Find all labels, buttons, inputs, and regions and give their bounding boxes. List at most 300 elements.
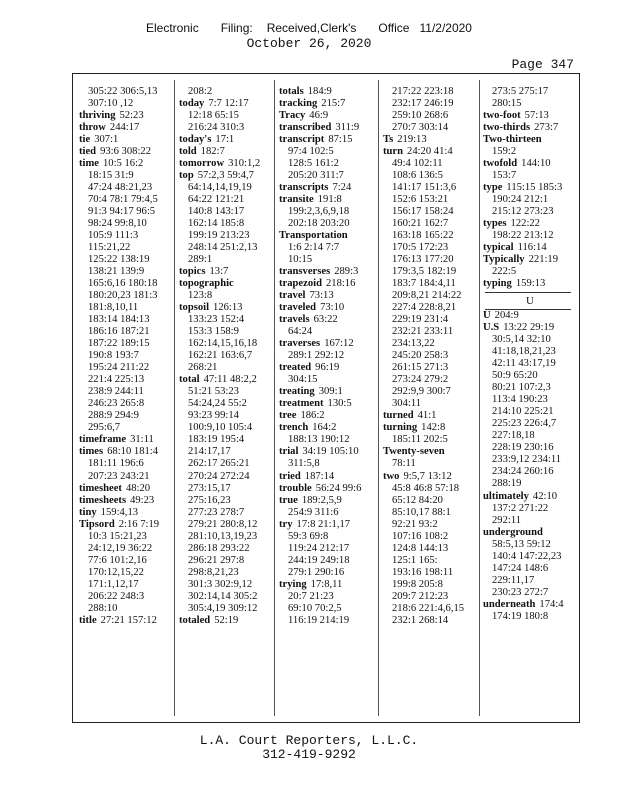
- index-continuation: 179:3,5 182:19: [392, 266, 457, 278]
- index-term: today's: [179, 134, 212, 146]
- index-continuation: 105:9 111:3: [88, 230, 139, 242]
- index-term: transcript: [279, 134, 325, 146]
- index-column-2: [179, 86, 271, 627]
- footer-phone: 312-419-9292: [262, 747, 356, 762]
- index-term: topsoil: [179, 302, 210, 314]
- index-continuation: 214:10 225:21: [492, 406, 554, 418]
- index-continuation: 238:9 244:11: [88, 386, 144, 398]
- filing-word-office: Office: [378, 21, 410, 35]
- index-entry: [483, 254, 577, 266]
- index-section-letter: U: [526, 295, 534, 308]
- index-page-refs: 48:20: [125, 482, 151, 494]
- index-continuation: 234:24 260:16: [492, 466, 554, 478]
- index-continuation: 92:21 93:2: [392, 518, 438, 530]
- index-continuation: 165:6,16 180:18: [88, 278, 158, 290]
- index-term: underground: [483, 526, 543, 538]
- index-continuation: 138:21 139:9: [88, 266, 145, 278]
- index-continuation: 183:7 184:4,11: [392, 278, 456, 290]
- index-term: time: [79, 158, 99, 170]
- index-continuation: 280:15: [492, 98, 522, 110]
- index-continuation: 137:2 271:22: [492, 502, 549, 514]
- filing-word-electronic: Electronic: [146, 21, 199, 35]
- index-continuation: 230:23 272:7: [492, 586, 549, 598]
- index-continuation: 277:23 278:7: [188, 506, 245, 518]
- index-continuation: 115:21,22: [88, 242, 131, 254]
- index-term: two-foot: [483, 110, 521, 122]
- index-continuation: 301:3 302:9,12: [188, 578, 253, 590]
- index-column-1: [79, 86, 171, 627]
- index-entry: [279, 398, 375, 410]
- index-continuation: 18:15 31:9: [88, 170, 134, 182]
- index-term: Tracy: [279, 110, 306, 122]
- index-continuation: 288:9 294:9: [88, 410, 139, 422]
- index-page-refs: 41:1: [417, 410, 437, 422]
- index-continuation: 273:5 275:17: [492, 86, 549, 97]
- index-continuation: 199:8 205:8: [392, 578, 443, 590]
- index-continuation: 245:20 258:3: [392, 350, 449, 362]
- index-continuation: 42:11 43:17,19: [492, 358, 556, 370]
- index-entry: [483, 242, 577, 254]
- index-page-refs: 273:7: [534, 122, 559, 134]
- index-continuation: 141:17 151:3,6: [392, 182, 457, 194]
- filing-date: 11/2/2020: [419, 21, 472, 35]
- index-continuation: 183:14 184:13: [88, 314, 150, 326]
- index-continuation: 216:24 310:3: [188, 122, 245, 134]
- column-divider: [274, 80, 275, 716]
- index-entry: [279, 410, 375, 422]
- column-divider: [479, 80, 480, 716]
- index-entry: [279, 110, 375, 122]
- index-continuation: 170:5 172:23: [392, 242, 449, 254]
- index-continuation: 296:21 297:8: [188, 554, 245, 566]
- index-continuation: 246:23 265:8: [88, 398, 145, 410]
- index-term: trapezoid: [279, 278, 322, 290]
- index-page-refs: 215:7: [321, 98, 346, 110]
- index-term: Ts: [383, 134, 394, 146]
- index-term: totaled: [179, 614, 211, 626]
- index-page-refs: 7:7 12:17: [208, 98, 249, 110]
- index-entry: [383, 422, 477, 434]
- index-page-refs: 311:9: [335, 122, 360, 134]
- index-term: turned: [383, 410, 414, 422]
- index-entry: [383, 410, 477, 422]
- index-entry: [279, 446, 375, 458]
- index-continuation: 270:7 303:14: [392, 122, 449, 134]
- index-entry: [279, 579, 375, 591]
- index-term: Typically: [483, 254, 525, 266]
- index-continuation: 10:15: [288, 254, 313, 266]
- index-continuation: 162:14,15,16,18: [188, 338, 258, 350]
- index-page-refs: 219:13: [397, 134, 427, 146]
- index-term: treating: [279, 386, 315, 398]
- index-page-refs: 49:23: [130, 494, 155, 506]
- index-page-refs: 167:12: [324, 338, 354, 350]
- index-continuation: 207:23 243:21: [88, 470, 150, 482]
- index-term: underneath: [483, 598, 536, 610]
- index-page-refs: 13:22 29:19: [503, 322, 555, 334]
- index-term: times: [79, 446, 104, 458]
- index-continuation: 162:21 163:6,7: [188, 350, 253, 362]
- index-entry: [79, 519, 171, 531]
- index-column-3: [279, 86, 375, 627]
- index-entry: [179, 146, 271, 158]
- index-continuation: 298:8,21,23: [188, 566, 239, 578]
- index-entry: [279, 134, 375, 146]
- index-continuation: 292:11: [492, 514, 522, 526]
- index-entry: [79, 122, 171, 134]
- index-page-refs: 96:19: [315, 362, 340, 374]
- index-page-refs: 307:1: [94, 134, 119, 146]
- index-continuation: 78:11: [392, 458, 416, 470]
- index-page-refs: 310:1,2: [228, 158, 261, 170]
- index-term: travel: [279, 290, 306, 302]
- index-page-refs: 187:14: [304, 470, 335, 482]
- index-entry: [179, 98, 271, 110]
- index-page-refs: 87:15: [328, 134, 353, 146]
- index-continuation: 59:3 69:8: [288, 530, 329, 542]
- index-page-refs: 191:8: [317, 194, 342, 206]
- index-page-refs: 46:9: [309, 110, 329, 122]
- index-continuation: 20:7 21:23: [288, 590, 334, 602]
- index-term: true: [279, 494, 298, 506]
- index-continuation: 304:15: [288, 374, 318, 386]
- index-entry: [79, 507, 171, 519]
- index-term: trying: [279, 578, 307, 590]
- index-continuation: 45:8 46:8 57:18: [392, 482, 460, 494]
- index-term: total: [179, 374, 200, 386]
- index-continuation: 162:14 185:8: [188, 218, 245, 230]
- index-term: trial: [279, 446, 299, 458]
- index-entry: [279, 386, 375, 398]
- index-page-refs: 218:16: [325, 278, 356, 290]
- index-continuation: 232:21 233:11: [392, 326, 454, 338]
- index-continuation: 288:19: [492, 478, 522, 490]
- index-entry: [179, 374, 271, 386]
- index-page-refs: 42:10: [532, 490, 558, 502]
- index-term: typing: [483, 278, 512, 290]
- index-continuation: 214:17,17: [188, 446, 231, 458]
- index-continuation: 199:19 213:23: [188, 230, 250, 242]
- index-continuation: 288:10: [88, 602, 118, 614]
- index-page-refs: 189:2,5,9: [301, 494, 342, 506]
- index-term: tie: [79, 134, 91, 146]
- index-entry: [79, 134, 171, 146]
- index-term: transverses: [279, 266, 331, 278]
- index-page-refs: 73:13: [309, 290, 334, 302]
- index-entry: [483, 527, 577, 539]
- index-continuation: 77:6 101:2,16: [88, 554, 147, 566]
- index-continuation: 227:18,18: [492, 430, 535, 442]
- index-term: tomorrow: [179, 158, 225, 170]
- index-continuation: 176:13 177:20: [392, 254, 454, 266]
- index-continuation: 30:5,14 32:10: [492, 334, 551, 346]
- index-entry: [279, 266, 375, 278]
- index-term: thriving: [79, 110, 116, 122]
- index-entry: [279, 471, 375, 483]
- index-page-refs: 204:9: [494, 310, 519, 322]
- index-entry: [279, 519, 375, 531]
- index-term: Two-thirteen: [483, 134, 542, 146]
- index-continuation: 227:4 228:8,21: [392, 302, 457, 314]
- index-term: U: [483, 310, 491, 322]
- index-continuation: 232:1 268:14: [392, 614, 449, 626]
- index-continuation: 181:11 196:6: [88, 458, 144, 470]
- index-term: ultimately: [483, 490, 529, 502]
- index-entry: [279, 98, 375, 110]
- index-continuation: 163:18 165:22: [392, 230, 454, 242]
- index-continuation: 123:8: [188, 290, 213, 302]
- column-divider: [378, 80, 379, 716]
- header-date: October 26, 2020: [246, 36, 372, 51]
- index-entry: [483, 322, 577, 334]
- index-continuation: 147:24 148:6: [492, 562, 549, 574]
- index-page-refs: 24:20 41:4: [407, 146, 453, 158]
- index-continuation: 140:8 143:17: [188, 206, 245, 218]
- index-page-refs: 17:8 21:1,17: [296, 518, 351, 530]
- column-divider: [174, 80, 175, 716]
- index-entry: [179, 170, 271, 182]
- index-continuation: 174:19 180:8: [492, 610, 549, 622]
- filing-stamp-header: [0, 21, 618, 35]
- index-entry: [79, 158, 171, 170]
- index-page-refs: 31:11: [130, 434, 154, 446]
- index-continuation: 209:8,21 214:22: [392, 290, 462, 302]
- index-entry: [483, 218, 577, 230]
- index-term: timeframe: [79, 434, 127, 446]
- index-continuation: 233:9,12 234:11: [492, 454, 562, 466]
- index-entry: [279, 86, 375, 98]
- index-continuation: 222:5: [492, 266, 517, 278]
- index-term: typical: [483, 242, 514, 254]
- index-continuation: 64:14,14,19,19: [188, 182, 252, 194]
- index-entry: [79, 615, 171, 627]
- index-page-refs: 47:11 48:2,2: [203, 374, 257, 386]
- index-continuation: 160:21 162:7: [392, 218, 449, 230]
- index-continuation: 234:13,22: [392, 338, 435, 350]
- index-term: Transportation: [279, 230, 348, 242]
- index-continuation: 261:15 271:3: [392, 362, 449, 374]
- index-page-refs: 9:5,7 13:12: [403, 470, 452, 482]
- index-continuation: 69:10 70:2,5: [288, 602, 342, 614]
- index-page-refs: 184:9: [307, 86, 332, 97]
- index-continuation: 93:23 99:14: [188, 410, 239, 422]
- index-term: type: [483, 182, 503, 194]
- index-continuation: 279:21 280:8,12: [188, 518, 258, 530]
- index-continuation: 262:17 265:21: [188, 458, 250, 470]
- index-term: told: [179, 146, 197, 158]
- index-page-refs: 221:19: [528, 254, 559, 266]
- index-continuation: 218:6 221:4,6,15: [392, 602, 465, 614]
- index-page-refs: 27:21 157:12: [100, 614, 157, 626]
- index-entry: [179, 615, 271, 627]
- index-page-refs: 115:15 185:3: [506, 182, 563, 194]
- index-continuation: 279:1 290:16: [288, 566, 345, 578]
- index-continuation: 64:24: [288, 326, 313, 338]
- index-continuation: 225:23 226:4,7: [492, 418, 557, 430]
- index-entry: [483, 182, 577, 194]
- index-entry: [279, 314, 375, 326]
- index-page-refs: 122:22: [510, 218, 540, 230]
- index-continuation: 199:2,3,6,9,18: [288, 206, 350, 218]
- index-continuation: 108:6 136:5: [392, 170, 443, 182]
- index-continuation: 181:8,10,11: [88, 302, 139, 314]
- index-continuation: 232:17 246:19: [392, 98, 454, 110]
- index-entry: [279, 302, 375, 314]
- index-entry: [279, 362, 375, 374]
- index-term: topics: [179, 266, 206, 278]
- index-page-refs: 13:7: [209, 266, 229, 278]
- index-entry: [483, 122, 577, 134]
- index-term: tied: [79, 146, 97, 158]
- index-page-refs: 93:6 308:22: [100, 146, 151, 158]
- index-continuation: 47:24 48:21,23: [88, 182, 153, 194]
- index-page-refs: 144:10: [521, 158, 551, 170]
- index-continuation: 202:18 203:20: [288, 218, 350, 230]
- index-continuation: 190:8 193:7: [88, 350, 139, 362]
- index-entry: [279, 422, 375, 434]
- index-continuation: 80:21 107:2,3: [492, 382, 551, 394]
- index-continuation: 156:17 158:24: [392, 206, 454, 218]
- index-term: topographic: [179, 278, 234, 290]
- index-continuation: 170:12,15,22: [88, 566, 144, 578]
- index-column-5: [483, 86, 577, 623]
- index-entry: [79, 434, 171, 446]
- index-continuation: 311:5,8: [288, 458, 320, 470]
- index-term: Twenty-seven: [383, 446, 445, 458]
- index-continuation: 289:1 292:12: [288, 350, 345, 362]
- index-continuation: 98:24 99:8,10: [88, 218, 147, 230]
- index-term: title: [79, 614, 97, 626]
- index-term: twofold: [483, 158, 518, 170]
- index-continuation: 254:9 311:6: [288, 506, 339, 518]
- index-continuation: 186:16 187:21: [88, 326, 150, 338]
- index-continuation: 116:19 214:19: [288, 614, 350, 626]
- index-continuation: 217:22 223:18: [392, 86, 454, 97]
- index-term: treated: [279, 362, 312, 374]
- index-term: trouble: [279, 482, 312, 494]
- index-continuation: 133:23 152:4: [188, 314, 245, 326]
- index-entry: [279, 278, 375, 290]
- index-page-refs: 116:14: [517, 242, 547, 254]
- index-continuation: 65:12 84:20: [392, 494, 443, 506]
- filing-word-filing: Filing:: [220, 21, 253, 35]
- index-entry: [279, 182, 375, 194]
- index-continuation: 289:1: [188, 254, 213, 266]
- index-entry: [383, 146, 477, 158]
- index-page-refs: 63:22: [313, 314, 338, 326]
- index-entry: [279, 230, 375, 242]
- index-page-refs: 130:5: [327, 398, 352, 410]
- index-entry: [279, 495, 375, 507]
- index-entry: [79, 110, 171, 122]
- index-continuation: 153:7: [492, 170, 517, 182]
- index-continuation: 295:6,7: [88, 422, 121, 434]
- index-term: trench: [279, 422, 309, 434]
- index-term: turning: [383, 422, 418, 434]
- index-continuation: 119:24 212:17: [288, 542, 350, 554]
- index-continuation: 190:24 212:1: [492, 194, 549, 206]
- index-continuation: 41:18,18,21,23: [492, 346, 556, 358]
- index-page-refs: 17:8,11: [310, 578, 343, 590]
- word-index-frame: [72, 73, 580, 723]
- index-entry: [279, 122, 375, 134]
- index-page-refs: 68:10 181:4: [107, 446, 159, 458]
- index-continuation: 125:22 138:19: [88, 254, 150, 266]
- index-term: tracking: [279, 98, 318, 110]
- index-continuation: 50:9 65:20: [492, 370, 538, 382]
- index-continuation: 100:9,10 105:4: [188, 422, 253, 434]
- index-page-refs: 289:3: [334, 266, 359, 278]
- index-page-refs: 57:2,3 59:4,7: [197, 170, 254, 182]
- index-continuation: 228:19 230:16: [492, 442, 554, 454]
- page-number: Page 347: [511, 57, 574, 72]
- index-continuation: 70:4 78:1 79:4,5: [88, 194, 158, 206]
- index-page-refs: 159:13: [515, 278, 546, 290]
- index-term: traverses: [279, 338, 321, 350]
- index-continuation: 193:16 198:11: [392, 566, 454, 578]
- index-page-refs: 17:1: [215, 134, 235, 146]
- index-entry: [179, 302, 271, 314]
- index-entry: [179, 278, 271, 290]
- index-continuation: 188:13 190:12: [288, 434, 350, 446]
- index-continuation: 259:10 268:6: [392, 110, 449, 122]
- index-term: U.S: [483, 322, 500, 334]
- index-continuation: 187:22 189:15: [88, 338, 150, 350]
- index-page-refs: 182:7: [200, 146, 225, 158]
- index-continuation: 208:2: [188, 86, 213, 97]
- index-page-refs: 2:16 7:19: [118, 518, 160, 530]
- index-continuation: 85:10,17 88:1: [392, 506, 451, 518]
- index-continuation: 302:14,14 305:2: [188, 590, 258, 602]
- index-continuation: 286:18 293:22: [188, 542, 250, 554]
- index-continuation: 180:20,23 181:3: [88, 290, 158, 302]
- index-term: travels: [279, 314, 310, 326]
- footer-court-reporters: L.A. Court Reporters, L.L.C.: [199, 733, 419, 748]
- index-term: timesheets: [79, 494, 127, 506]
- index-continuation: 49:4 102:11: [392, 158, 443, 170]
- index-term: tiny: [79, 506, 97, 518]
- index-continuation: 24:12,19 36:22: [88, 542, 153, 554]
- index-continuation: 198:22 213:12: [492, 230, 554, 242]
- index-continuation: 1:6 2:14 7:7: [288, 242, 340, 254]
- index-continuation: 140:4 147:22,23: [492, 550, 562, 562]
- index-continuation: 215:12 273:23: [492, 206, 554, 218]
- index-entry: [79, 495, 171, 507]
- index-term: turn: [383, 146, 404, 158]
- index-term: tree: [279, 410, 297, 422]
- index-continuation: 205:20 311:7: [288, 170, 344, 182]
- index-page-refs: 244:17: [109, 122, 140, 134]
- index-column-4: [383, 86, 477, 627]
- index-continuation: 273:24 279:2: [392, 374, 449, 386]
- index-continuation: 91:3 94:17 96:5: [88, 206, 156, 218]
- index-continuation: 12:18 65:15: [188, 110, 239, 122]
- index-term: treatment: [279, 398, 324, 410]
- index-continuation: 229:11,17: [492, 574, 535, 586]
- index-page-refs: 186:2: [300, 410, 325, 422]
- index-continuation: 183:19 195:4: [188, 434, 245, 446]
- index-continuation: 209:7 212:23: [392, 590, 449, 602]
- index-term: traveled: [279, 302, 317, 314]
- index-entry: [279, 483, 375, 495]
- index-term: today: [179, 98, 205, 110]
- index-page-refs: 52:19: [214, 614, 239, 626]
- index-entry: [279, 290, 375, 302]
- index-term: two-thirds: [483, 122, 531, 134]
- index-entry: [383, 134, 477, 146]
- index-page-refs: 309:1: [318, 386, 343, 398]
- index-entry: [279, 338, 375, 350]
